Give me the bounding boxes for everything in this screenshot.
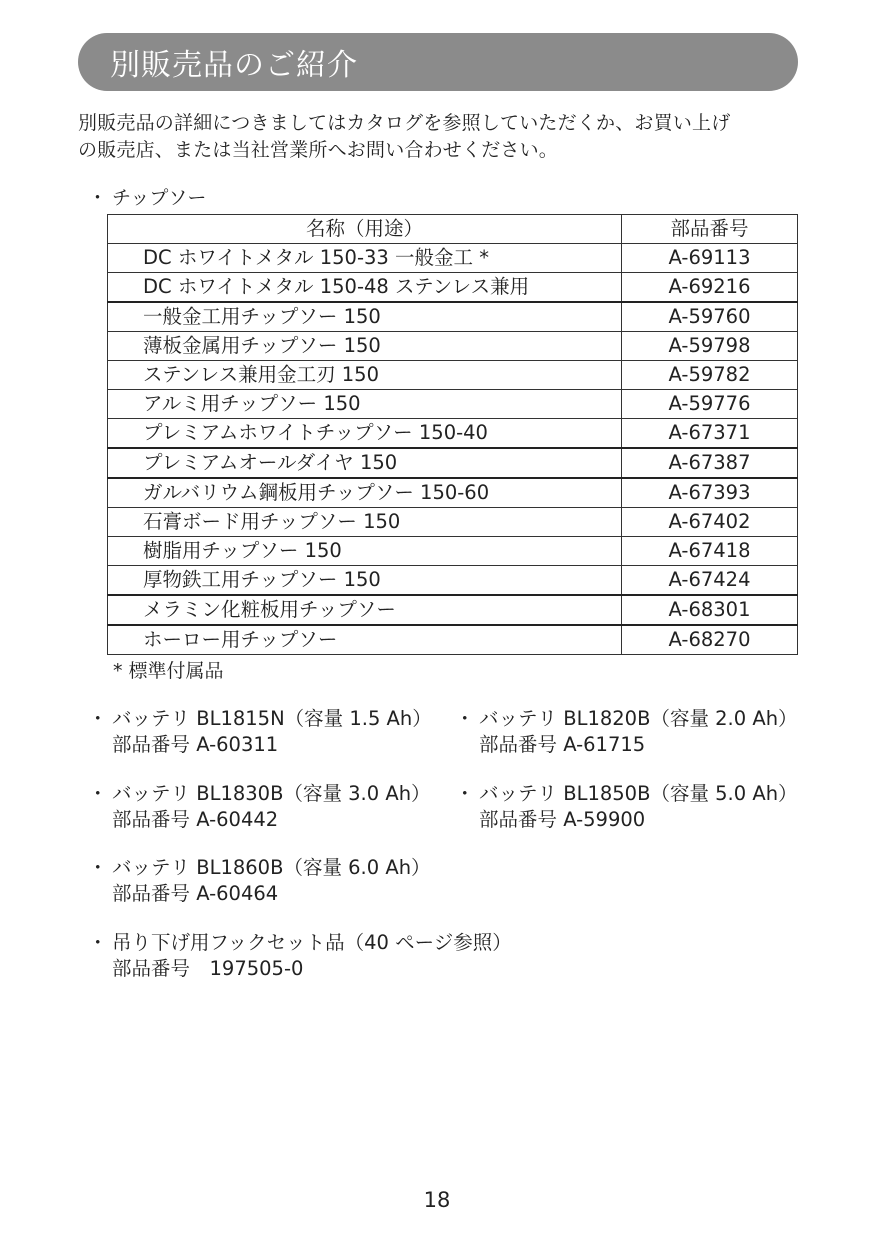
accessory-name: バッテリ BL1820B（容量 2.0 Ah） — [479, 707, 798, 730]
intro-paragraph — [78, 110, 808, 164]
part-number: A-69113 — [622, 244, 798, 273]
accessory-name: バッテリ BL1815N（容量 1.5 Ah） — [112, 707, 432, 730]
accessory-item — [88, 781, 431, 833]
page-title: 別販売品のご紹介 — [110, 48, 358, 83]
tip-saw-table — [107, 214, 798, 655]
part-name: ガルバリウム鋼板用チップソー 150-60 — [108, 478, 622, 508]
part-number: A-59798 — [622, 332, 798, 361]
part-number: A-67402 — [622, 508, 798, 537]
accessory-part-number: 部品番号 A-59900 — [479, 808, 646, 831]
bullet-mark: ・ — [88, 707, 108, 730]
part-name: アルミ用チップソー 150 — [108, 390, 622, 419]
part-number: A-68270 — [622, 625, 798, 655]
table-row — [108, 448, 798, 478]
part-name: 石膏ボード用チップソー 150 — [108, 508, 622, 537]
part-name: ステンレス兼用金工刃 150 — [108, 361, 622, 390]
page-number: 18 — [423, 1188, 451, 1212]
part-number: A-67393 — [622, 478, 798, 508]
part-number: A-67424 — [622, 566, 798, 596]
part-number: A-59760 — [622, 302, 798, 332]
bullet-mark: ・ — [455, 707, 475, 730]
column-header-name: 名称（用途） — [108, 215, 622, 244]
table-row — [108, 302, 798, 332]
bullet-mark: ・ — [88, 856, 108, 879]
part-name: プレミアムホワイトチップソー 150-40 — [108, 419, 622, 449]
part-name: DC ホワイトメタル 150-48 ステンレス兼用 — [108, 273, 622, 303]
table-row — [108, 361, 798, 390]
accessory-part-number: 部品番号 197505-0 — [112, 957, 304, 980]
part-name: ホーロー用チップソー — [108, 625, 622, 655]
part-name: 一般金工用チップソー 150 — [108, 302, 622, 332]
bullet-mark: ・ — [88, 187, 108, 209]
column-header-part-number: 部品番号 — [622, 215, 798, 244]
accessory-item — [88, 855, 431, 907]
table-row — [108, 478, 798, 508]
tip-saw-heading-text: チップソー — [112, 187, 207, 209]
accessory-item — [455, 706, 798, 758]
table-row — [108, 390, 798, 419]
bullet-mark: ・ — [455, 782, 475, 805]
table-row — [108, 332, 798, 361]
part-number: A-68301 — [622, 595, 798, 625]
accessory-part-number: 部品番号 A-60311 — [112, 733, 279, 756]
accessory-item — [455, 781, 798, 833]
part-number: A-67371 — [622, 419, 798, 449]
accessory-name: バッテリ BL1860B（容量 6.0 Ah） — [112, 856, 431, 879]
intro-line: 別販売品の詳細につきましてはカタログを参照していただくか、お買い上げ — [78, 112, 731, 134]
intro-line: の販売店、または当社営業所へお問い合わせください。 — [78, 139, 559, 161]
table-row — [108, 625, 798, 655]
accessory-part-number: 部品番号 A-60442 — [112, 808, 279, 831]
accessory-name: 吊り下げ用フックセット品（40 ページ参照） — [112, 931, 512, 954]
part-name: 樹脂用チップソー 150 — [108, 537, 622, 566]
accessory-item — [88, 706, 432, 758]
table-footnote: * 標準付属品 — [113, 660, 224, 682]
part-name: メラミン化粧板用チップソー — [108, 595, 622, 625]
accessory-item — [88, 930, 512, 982]
bullet-mark: ・ — [88, 931, 108, 954]
accessory-name: バッテリ BL1850B（容量 5.0 Ah） — [479, 782, 798, 805]
accessory-part-number: 部品番号 A-60464 — [112, 882, 279, 905]
part-number: A-59776 — [622, 390, 798, 419]
tip-saw-heading — [88, 183, 206, 210]
part-number: A-67387 — [622, 448, 798, 478]
part-number: A-59782 — [622, 361, 798, 390]
table-row — [108, 273, 798, 303]
part-number: A-69216 — [622, 273, 798, 303]
bullet-mark: ・ — [88, 782, 108, 805]
part-name: 厚物鉄工用チップソー 150 — [108, 566, 622, 596]
table-row — [108, 244, 798, 273]
table-row — [108, 419, 798, 449]
part-name: プレミアムオールダイヤ 150 — [108, 448, 622, 478]
section-title-bar — [78, 33, 798, 91]
table-header-row — [108, 215, 798, 244]
table-row — [108, 537, 798, 566]
accessory-part-number: 部品番号 A-61715 — [479, 733, 646, 756]
table-row — [108, 508, 798, 537]
table-row — [108, 566, 798, 596]
part-name: DC ホワイトメタル 150-33 一般金工 * — [108, 244, 622, 273]
accessory-name: バッテリ BL1830B（容量 3.0 Ah） — [112, 782, 431, 805]
part-name: 薄板金属用チップソー 150 — [108, 332, 622, 361]
part-number: A-67418 — [622, 537, 798, 566]
table-row — [108, 595, 798, 625]
